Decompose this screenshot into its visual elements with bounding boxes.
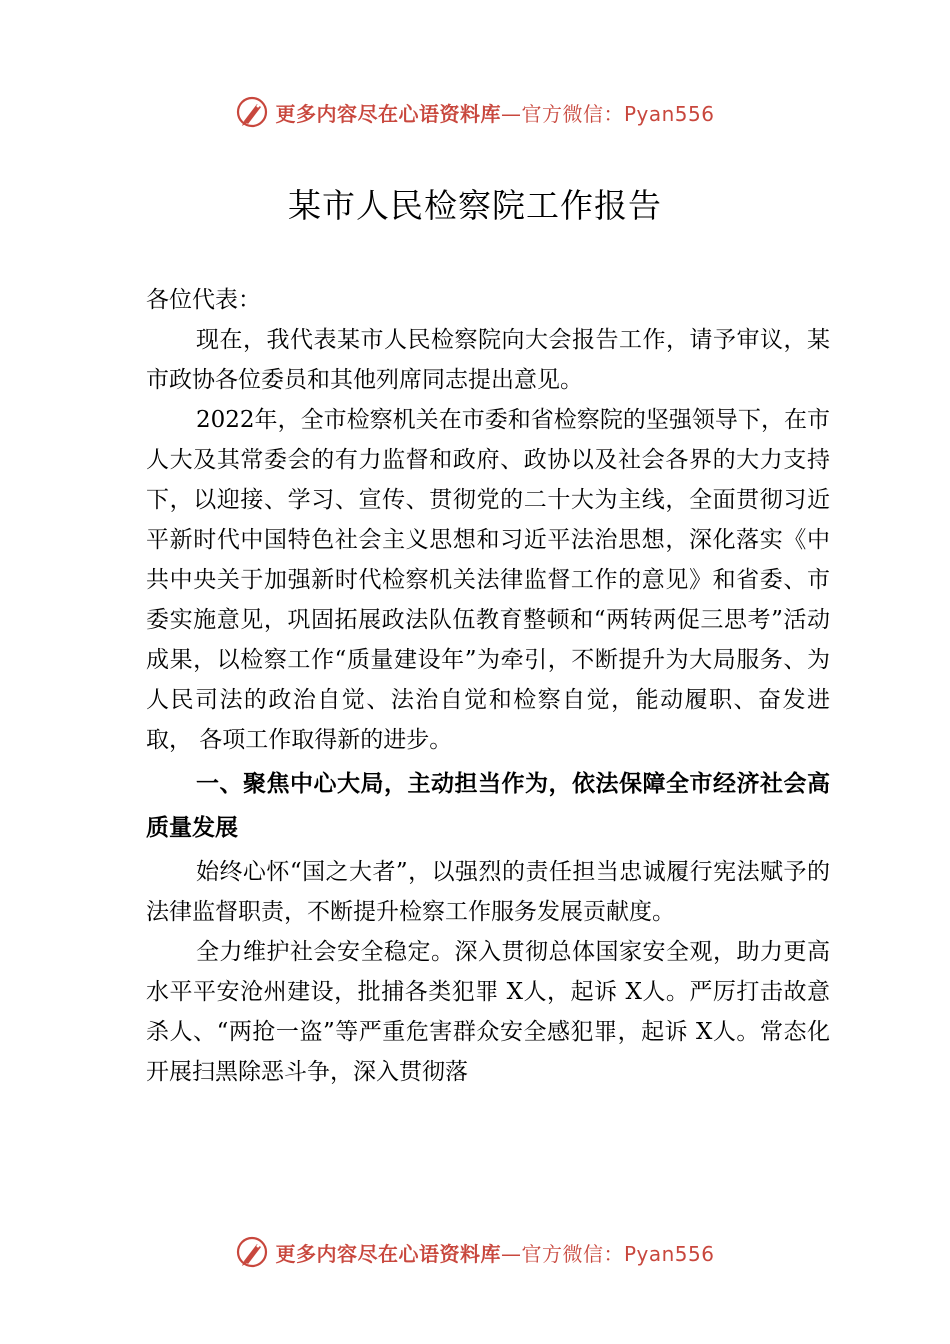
- header-watermark-banner: [0, 92, 950, 132]
- paragraph: 始终心怀“国之大者”，以强烈的责任担当忠诚履行宪法赋予的法律监督职责，不断提升检察工作服务发展贡献度。: [146, 859, 830, 925]
- watermark-text: 更多内容尽在心语资料库—官方微信：Pyan556: [275, 101, 715, 126]
- pen-nib-logo-icon: [235, 95, 269, 129]
- paragraph: 2022年，全市检察机关在市委和省检察院的坚强领导下，在市人大及其常委会的有力监督和政府、政协以及社会各界的大力支持下，以迎接、学习、宣传、贯彻党的二十大为主线，全面贯彻习近平新时代中国特色社会主义思想和习近平法治思想，深化落实《中共中央关于加强新时代检察机关法律监督工作的意见》和省委、市委实施意见，巩固拓展政法队伍教育整顿和“两转两促三思考”活动成果，以检察工作“质量建设年”为牵引，不断提升为大局服务、为人民司法的政治自觉、法治自觉和检察自觉，能动履职、奋发进取， 各项工作取得新的进步。: [146, 407, 830, 753]
- document-body: [146, 280, 830, 1092]
- pen-nib-logo-icon: [235, 1235, 269, 1269]
- salutation: 各位代表：: [146, 287, 261, 313]
- section-heading: 一、聚焦中心大局，主动担当作为，依法保障全市经济社会高质量发展: [146, 771, 830, 841]
- paragraph: 全力维护社会安全稳定。深入贯彻总体国家安全观，助力更高水平平安沧州建设，批捕各类犯罪 X人，起诉 X人。严厉打击故意杀人、“两抢一盗”等严重危害群众安全感犯罪，起诉 X人。常态化开展扫黑除恶斗争，深入贯彻落: [146, 939, 830, 1085]
- watermark-text: 更多内容尽在心语资料库—官方微信：Pyan556: [275, 1241, 715, 1266]
- footer-watermark-banner: [0, 1232, 950, 1272]
- paragraph: 现在，我代表某市人民检察院向大会报告工作，请予审议，某市政协各位委员和其他列席同志提出意见。: [146, 327, 830, 393]
- page-title: 某市人民检察院工作报告: [288, 186, 662, 225]
